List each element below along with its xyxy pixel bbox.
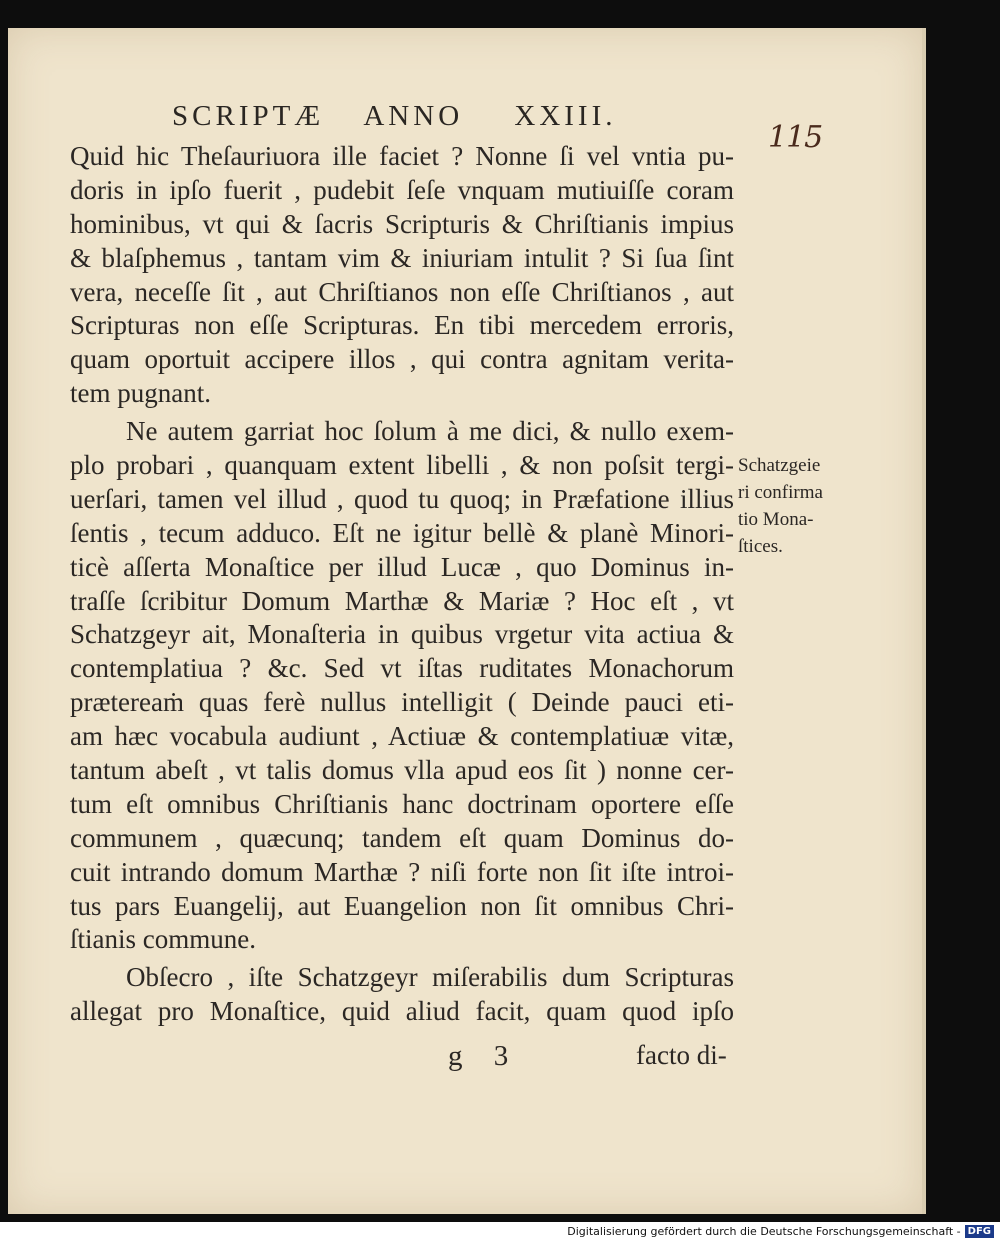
text-line: Schatzgeyr ait, Monaſteria in quibus vrgetur vita actiua & (70, 619, 734, 650)
text-line: uerſari, tamen vel illud , quod tu quoq; in Præfatione illius (70, 483, 734, 514)
text-line: tus pars Euangelij, aut Euangelion non ſit omnibus Chri- (70, 890, 734, 921)
credit-text: Digitalisierung gefördert durch die Deutsche Forschungsgemeinschaft - (567, 1225, 961, 1238)
text-line: ticè aſſerta Monaſtice per illud Lucæ , quo Dominus in- (70, 551, 734, 582)
text-line: Ne autem garriat hoc ſolum à me dici, & nullo exem- (126, 416, 734, 447)
body-text (70, 140, 734, 1029)
text-line: hominibus, vt qui & ſacris Scripturis & Chriſtianis impius (70, 208, 734, 239)
text-line: am hæc vocabula audiunt , Actiuæ & contemplatiuæ vitæ, (70, 721, 734, 752)
text-line: ſentis , tecum adduco. Eſt ne igitur bellè & planè Minori- (70, 517, 734, 548)
text-line: contemplatiua ? &c. Sed vt iſtas ruditates Monachorum (70, 653, 734, 684)
header-word: ANNO (363, 100, 464, 132)
text-line: allegat pro Monaſtice, quid aliud facit, quam quod ipſo (70, 996, 734, 1027)
text-line: Quid hic Theſauriuora ille faciet ? Nonne ſi vel vntia pu- (70, 141, 734, 171)
text-line: doris in ipſo fuerit , pudebit ſeſe vnquam mutiuiſſe coram (70, 174, 734, 205)
text-line: & blaſphemus , tantam vim & iniuriam intulit ? Si ſua ſint (70, 242, 734, 273)
catchword: facto di- (636, 1040, 727, 1070)
text-line: cuit intrando domum Marthæ ? niſi forte non ſit iſte introi- (70, 856, 734, 887)
text-line: tum eſt omnibus Chriſtianis hanc doctrinam oportere eſſe (70, 788, 734, 819)
text-line: vera, neceſſe ſit , aut Chriſtianos non eſſe Chriſtianos , aut (70, 276, 734, 307)
signature-mark: g 3 (448, 1040, 521, 1072)
digitization-credit (567, 1225, 994, 1238)
text-line: tem pugnant. (70, 378, 211, 409)
marginal-note-line: tio Mona- (738, 509, 814, 530)
text-line: communem , quæcunq; tandem eſt quam Dominus do- (70, 822, 734, 853)
dfg-logo: DFG (965, 1225, 994, 1238)
text-line: quam oportuit accipere illos , qui contra agnitam verita- (70, 344, 734, 375)
text-line: tantum abeſt , vt talis domus vlla apud eos ſit ) nonne cer- (70, 755, 734, 786)
text-line: traſſe ſcribitur Domum Marthæ & Mariæ ? Hoc eſt , vt (70, 585, 734, 616)
marginal-note-line: ſtices. (738, 536, 783, 557)
text-line: Scripturas non eſſe Scripturas. En tibi mercedem erroris, (70, 310, 734, 341)
header-word: SCRIPTÆ (172, 100, 325, 132)
text-line: Obſecro , iſte Schatzgeyr miſerabilis dum Scripturas (126, 962, 734, 993)
marginal-note-line: ri confirma (738, 482, 823, 503)
marginal-note (738, 452, 848, 560)
text-line: prætereaṁ quas ferè nullus intelligit ( Deinde pauci eti- (70, 687, 734, 718)
text-line: ſtianis commune. (70, 924, 256, 955)
running-header (172, 100, 652, 133)
folio-number: 115 (768, 120, 823, 155)
marginal-note-line: Schatzgeie (738, 455, 821, 476)
text-line: plo probari , quanquam extent libelli , & non poſsit tergi- (70, 450, 734, 481)
header-word: XXIII. (514, 100, 617, 132)
